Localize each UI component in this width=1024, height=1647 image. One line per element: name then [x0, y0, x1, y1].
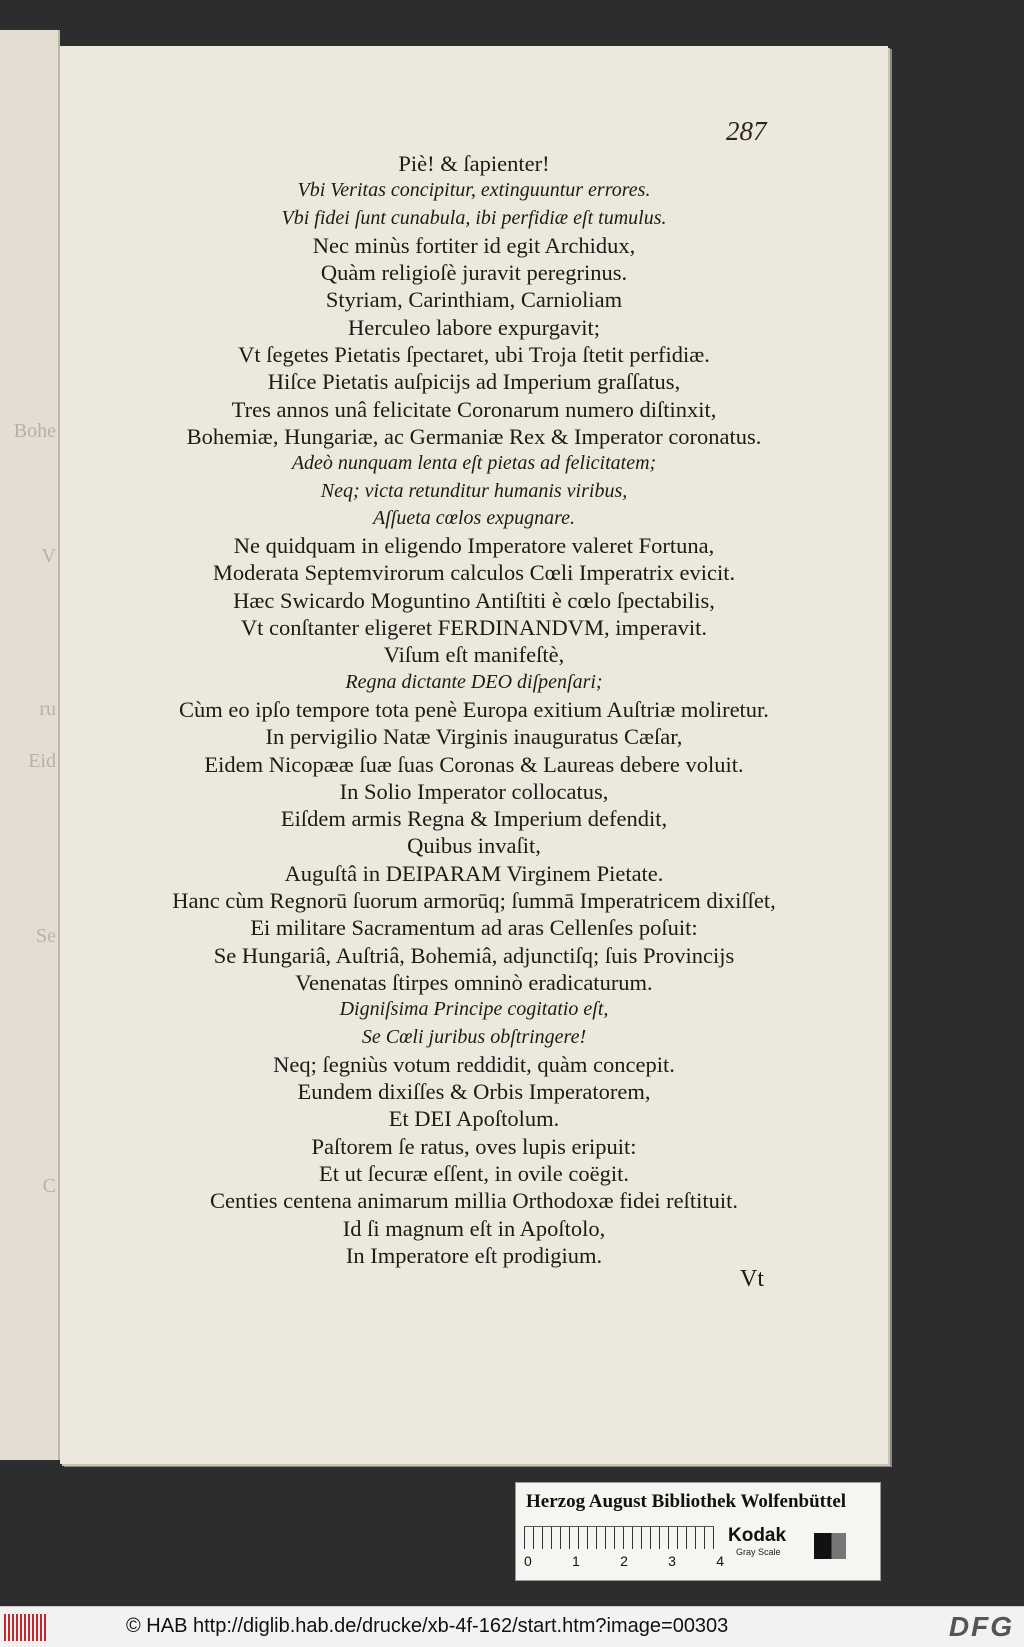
- footer-credit-link[interactable]: © HAB http://diglib.hab.de/drucke/xb-4f-162/start.htm?image=00303: [126, 1615, 729, 1637]
- text-line: Moderata Septemvirorum calculos Cœli Imperatrix evicit.: [212, 560, 736, 586]
- footer-bar: [0, 1606, 1024, 1647]
- text-line: Viſum eſt manifeſtè,: [383, 642, 565, 668]
- text-line: Adeò nunquam lenta eſt pietas ad felicitatem;: [291, 452, 657, 475]
- text-line: Se Cœli juribus obſtringere!: [361, 1025, 587, 1048]
- text-line: In pervigilio Natæ Virginis inauguratus Cæſar,: [265, 724, 683, 750]
- ghost-text: Se: [36, 925, 56, 947]
- text-line: Aſſueta cœlos expugnare.: [373, 506, 575, 529]
- text-line: Ei militare Sacramentum ad aras Cellenſes poſuit:: [250, 915, 698, 941]
- text-line: Eiſdem armis Regna & Imperium defendit,: [280, 806, 668, 832]
- text-line: Vbi fidei ſunt cunabula, ibi perfidiæ eſt tumulus.: [281, 206, 667, 229]
- library-name: Herzog August Bibliothek Wolfenbüttel: [526, 1491, 847, 1512]
- text-line: Quàm religioſè juravit peregrinus.: [320, 260, 628, 286]
- gray-patch: [814, 1533, 846, 1559]
- catchword: Vt: [740, 1266, 764, 1292]
- scale-labels: [524, 1553, 724, 1569]
- gray-scale-label: Gray Scale: [736, 1547, 781, 1557]
- text-line: Cùm eo ipſo tempore tota penè Europa exitium Auſtriæ moliretur.: [179, 696, 769, 722]
- text-line: In Imperatore eſt prodigium.: [345, 1242, 603, 1268]
- scale-label: 1: [572, 1553, 580, 1569]
- text-line: Vt conſtanter eligeret FERDINANDVM, imperavit.: [240, 615, 708, 641]
- text-line: Neq; victa retunditur humanis viribus,: [320, 479, 628, 502]
- page-number: 287: [726, 116, 767, 146]
- text-line: Digniſsima Principe cogitatio eſt,: [339, 998, 609, 1021]
- text-line: Eidem Nicopææ ſuæ ſuas Coronas & Laureas debere voluit.: [204, 751, 744, 777]
- text-line: Bohemiæ, Hungariæ, ac Germaniæ Rex & Imperator coronatus.: [186, 423, 762, 449]
- text-line: Et ut ſecuræ eſſent, in ovile coëgit.: [319, 1160, 629, 1186]
- text-line: Herculeo labore expurgavit;: [348, 314, 600, 340]
- page-text: [60, 150, 888, 1269]
- scale-label: 4: [716, 1553, 724, 1569]
- text-line: Et DEI Apoſtolum.: [388, 1106, 560, 1132]
- text-line: Paſtorem ſe ratus, oves lupis eripuit:: [311, 1133, 637, 1159]
- text-line: Quibus invaſit,: [407, 833, 541, 859]
- ghost-text: Eid: [28, 750, 56, 772]
- kodak-logo: Kodak: [728, 1525, 787, 1546]
- scale-label: 3: [668, 1553, 676, 1569]
- text-line: Styriam, Carinthiam, Carnioliam: [325, 287, 623, 313]
- text-line: Ne quidquam in eligendo Imperatore valeret Fortuna,: [233, 533, 715, 559]
- text-line: Hæc Swicardo Moguntino Antiſtiti è cœlo ſpectabilis,: [233, 587, 715, 613]
- ghost-text: Bohe: [13, 420, 56, 442]
- text-line: Vt ſegetes Pietatis ſpectaret, ubi Troja ſtetit perfidiæ.: [238, 342, 710, 368]
- barcode-icon: [4, 1614, 46, 1641]
- scale-label: 0: [524, 1553, 532, 1569]
- text-line: Regna dictante DEO diſpenſari;: [345, 670, 603, 693]
- text-line: Piè! & ſapienter!: [398, 151, 550, 176]
- ghost-text: V: [41, 545, 56, 567]
- text-line: Id ſi magnum eſt in Apoſtolo,: [342, 1215, 606, 1241]
- text-line: Centies centena animarum millia Orthodoxæ fidei reſtituit.: [210, 1188, 738, 1214]
- text-line: Eundem dixiſſes & Orbis Imperatorem,: [297, 1079, 651, 1105]
- text-line: Hanc cùm Regnorū ſuorum armorūq; ſummā Imperatricem dixiſſet,: [172, 888, 776, 914]
- text-line: Hiſce Pietatis auſpicijs ad Imperium graſſatus,: [267, 369, 681, 395]
- color-calibration-card: [515, 1482, 881, 1581]
- ghost-text: C: [42, 1175, 56, 1197]
- scale-label: 2: [620, 1553, 628, 1569]
- scale-ruler: [524, 1526, 714, 1549]
- text-line: Auguſtâ in DEIPARAM Virginem Pietate.: [284, 860, 664, 886]
- text-line: Vbi Veritas concipitur, extinguuntur errores.: [297, 179, 651, 202]
- text-line: Se Hungariâ, Auſtriâ, Bohemiâ, adjunctiſq; ſuis Provincijs: [213, 942, 735, 968]
- dfg-logo: DFG: [948, 1611, 1014, 1642]
- text-line: Venenatas ſtirpes omninò eradicaturum.: [295, 969, 653, 995]
- previous-page-edge: [0, 30, 60, 1460]
- book-page: [60, 46, 888, 1464]
- text-line: Nec minùs fortiter id egit Archidux,: [312, 232, 636, 258]
- text-line: In Solio Imperator collocatus,: [339, 778, 609, 804]
- ghost-text: ru: [39, 698, 56, 720]
- text-line: Tres annos unâ felicitate Coronarum numero diſtinxit,: [231, 396, 717, 422]
- text-line: Neq; ſegniùs votum reddidit, quàm concepit.: [273, 1051, 675, 1077]
